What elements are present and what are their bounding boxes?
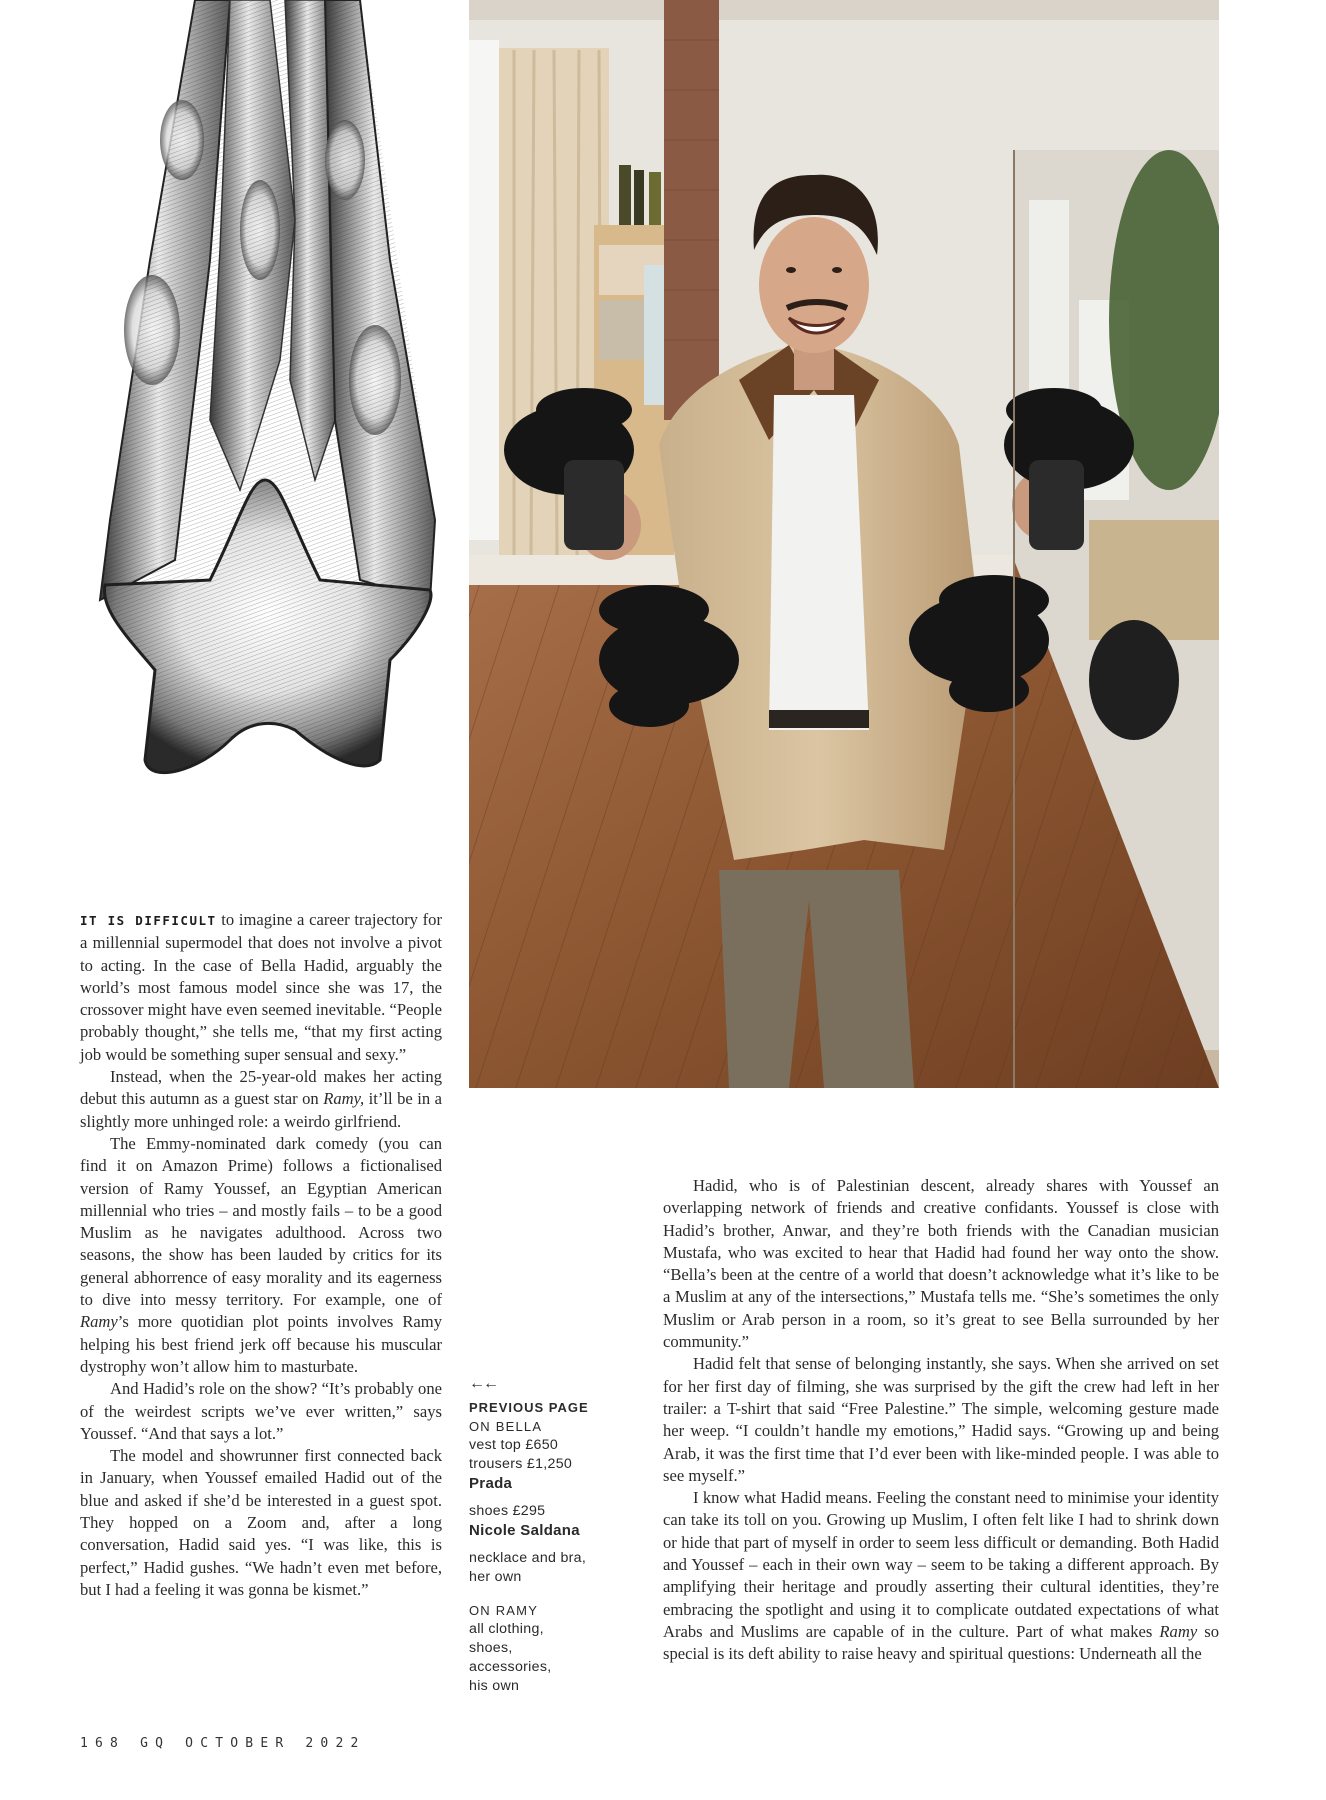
on-bella-label: ON BELLA <box>469 1419 543 1434</box>
credit-brand: Prada <box>469 1475 513 1492</box>
pencil-sketch-icon <box>90 0 440 790</box>
show-title: Ramy <box>80 1312 118 1332</box>
fashion-credits <box>469 1374 629 1696</box>
show-title: Ramy, <box>323 1089 365 1109</box>
paragraph-5: The model and showrunner first connected back in January, when Youssef emailed Hadid out of the blue and asked if she’d be interested in a guest spot. They hopped on a Zoom and, after a long conversation, Hadid said yes. “I was like, this is perfect,” Hadid gushes. “We hadn’t even met before, but I had a feeling it was gonna be kismet.” <box>80 1446 442 1599</box>
credit-item: shoes, <box>469 1640 513 1656</box>
credit-item: his own <box>469 1678 520 1694</box>
page-folio: 168 GQ OCTOBER 2022 <box>80 1736 366 1751</box>
credit-brand: Nicole Saldana <box>469 1522 580 1539</box>
paragraph-1: IT IS DIFFICULT to imagine a career trajectory for a millennial supermodel that does not involve a pivot to acting. In the case of Bella Hadid, arguably the world’s most famous model since she was 17, the crossover might have even seemed inevitable. “People probably thought,” she tells me, “that my first acting job would be something super sensual and sexy.” <box>80 910 442 1064</box>
article-column-left <box>80 909 442 1601</box>
paragraph-6: Hadid, who is of Palestinian descent, already shares with Youssef an overlapping network of friends and creative confidants. Youssef is close with Hadid’s brother, Anwar, and they’re both friends with the Canadian musician Mustafa, who was excited to hear that Hadid had found her way onto the show. “Bella’s been at the centre of a world that doesn’t acknowledge what it’s like to be a Muslim at any of the intersections,” Mustafa tells me. “She’s sometimes the only Muslim or Arab person in a room, so it’s great to see Bella surrounded by her community.” <box>663 1176 1219 1352</box>
show-title: Ramy <box>1159 1621 1198 1641</box>
paragraph-8: I know what Hadid means. Feeling the constant need to minimise your identity can take its toll on you. Growing up Muslim, I often felt like I had to shrink down or hide that part of myself in order to seem less difficult or demanding. Both Hadid and Youssef – each in their own way – seem to be taking a different approach. By amplifying their heritage and proudly asserting their cultural identities, they’re embracing the spotlight and using it to complicate outdated expectations of what Arabs and Muslims are capable of in the culture. Part of what makes Ramy so special is its deft ability to raise heavy and spiritual questions: Underneath all the <box>663 1488 1219 1664</box>
article-column-right <box>663 1175 1219 1666</box>
credit-item: vest top £650 <box>469 1437 559 1453</box>
credit-item: her own <box>469 1569 522 1585</box>
double-left-arrow-icon: ←← <box>469 1375 497 1392</box>
paragraph-3: The Emmy-nominated dark comedy (you can find it on Amazon Prime) follows a fictionalised version of Ramy Youssef, an Egyptian American millennial who tries – and mostly fails – to be a good Muslim as he navigates adulthood. Across two seasons, the show has been lauded by critics for its general abhorrence of easy morality and its eagerness to dive into messy territory. For example, one of Ramy’s more quotidian plot points involves Ramy helping his best friend jerk off because his muscular dystrophy won’t allow him to masturbate. <box>80 1133 442 1376</box>
paragraph-7: Hadid felt that sense of belonging instantly, she says. When she arrived on set for her first day of filming, she was surprised by the gift the crew had left in her trailer: a T-shirt that said “Free Palestine.” The simple, welcoming gesture made her weep. “I couldn’t handle my emotions,” Hadid says. “Growing up and being Arab, it was the first time that I’d ever been with like-minded people. I was able to see myself.” <box>663 1354 1219 1485</box>
credit-item: accessories, <box>469 1659 552 1675</box>
paragraph-2: Instead, when the 25-year-old makes her acting debut this autumn as a guest star on Ramy, it’ll be in a slightly more unhinged role: a weirdo girlfriend. <box>80 1067 443 1131</box>
lead-in: IT IS DIFFICULT <box>80 913 217 928</box>
paragraph-4: And Hadid’s role on the show? “It’s probably one of the weirdest scripts we’ve ever written,” says Youssef. “And that says a lot.” <box>80 1379 442 1443</box>
credit-item: shoes £295 <box>469 1503 546 1519</box>
man-with-dumbbells-photo-icon <box>469 0 1219 1088</box>
credit-item: necklace and bra, <box>469 1550 587 1566</box>
portrait-photo <box>469 0 1219 1088</box>
credit-item: trousers £1,250 <box>469 1456 573 1472</box>
previous-page-label: PREVIOUS PAGE <box>469 1400 589 1415</box>
on-ramy-label: ON RAMY <box>469 1603 539 1618</box>
star-bag-illustration <box>90 0 440 790</box>
credit-item: all clothing, <box>469 1621 544 1637</box>
